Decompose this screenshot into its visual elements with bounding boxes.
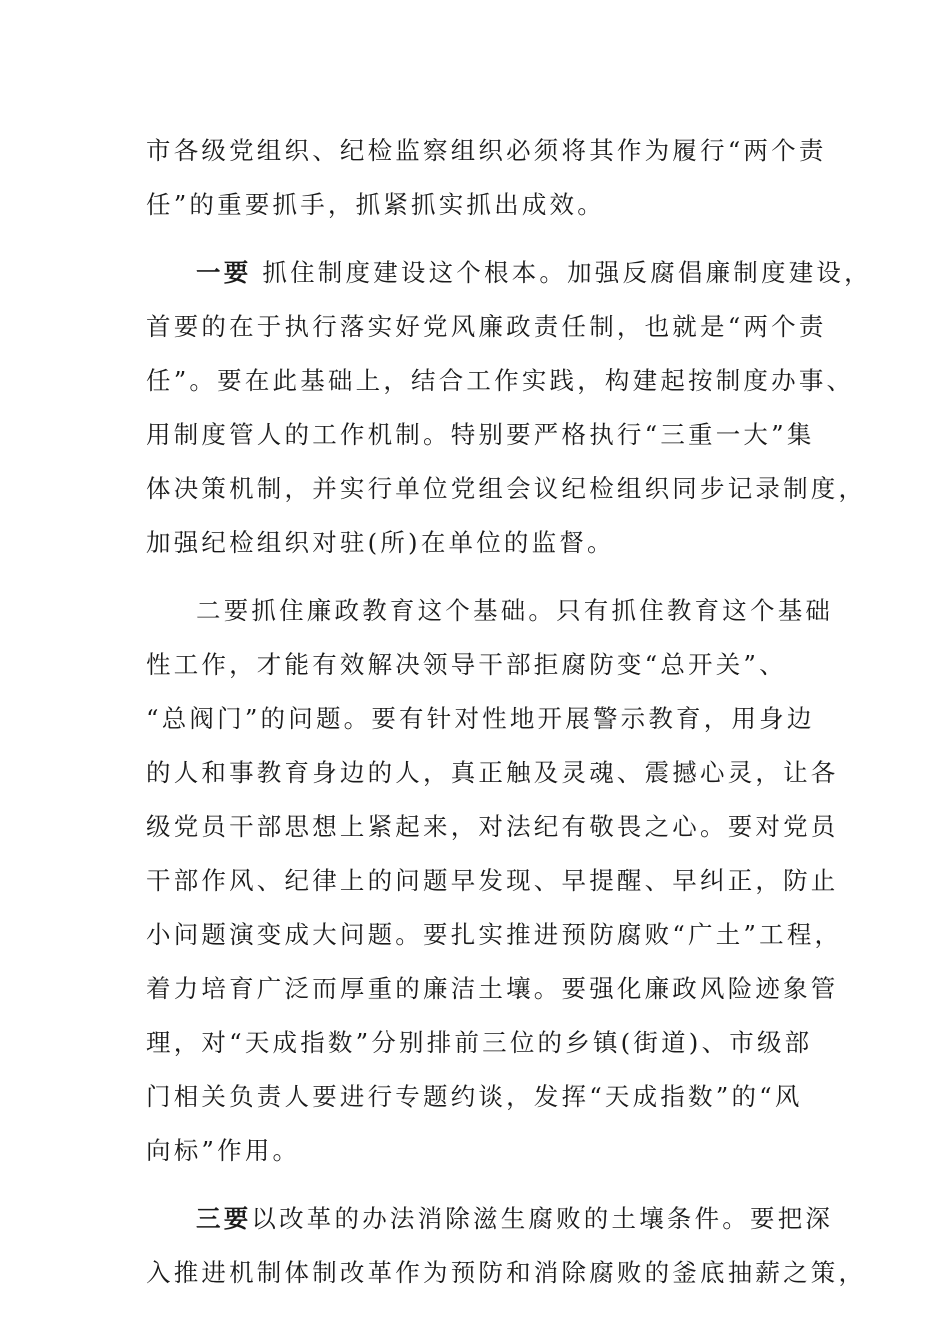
text-line: 的人和事教育身边的人，真正触及灵魂、震撼心灵，让各: [146, 758, 839, 787]
text-line: 入推进机制体制改革作为预防和消除腐败的釜底抽薪之策，: [146, 1258, 867, 1287]
text-line: 加强纪检组织对驻(所)在单位的监督。: [146, 528, 615, 557]
paragraph-3: [146, 584, 843, 1178]
text-line: [146, 246, 872, 300]
text-line: 体决策机制，并实行单位党组会议纪检组织同步记录制度，: [146, 474, 867, 503]
text-line: 用制度管人的工作机制。特别要严格执行“三重一大”集: [146, 420, 815, 449]
text-run: 以改革的办法消除滋生腐败的土壤条件。要把深: [251, 1204, 834, 1233]
text-line: “总阀门”的问题。要有针对性地开展警示教育，用身边: [146, 704, 815, 733]
paragraph-4: [146, 1192, 867, 1300]
text-line: 小问题演变成大问题。要扎实推进预防腐败“广土”工程，: [146, 920, 843, 949]
document-body: [146, 124, 872, 1300]
text-line: 任”。要在此基础上，结合工作实践，构建起按制度办事、: [146, 366, 855, 395]
text-line: 理，对“天成指数”分别排前三位的乡镇(街道)、市级部: [146, 1028, 813, 1057]
text-line: 首要的在于执行落实好党风廉政责任制，也就是“两个责: [146, 312, 827, 341]
text-line: 任”的重要抓手，抓紧抓实抓出成效。: [146, 190, 605, 219]
text-line: 干部作风、纪律上的问题早发现、早提醒、早纠正，防止: [146, 866, 839, 895]
paragraph-lead: 三要: [196, 1204, 252, 1233]
text-line: [146, 584, 834, 638]
text-line: 向标”作用。: [146, 1136, 301, 1165]
text-run: 抓住廉政教育这个基础。只有抓住教育这个基础: [251, 596, 834, 625]
text-line: 着力培育广泛而厚重的廉洁土壤。要强化廉政风险迹象管: [146, 974, 839, 1003]
paragraph-2: [146, 246, 872, 570]
paragraph-lead: 二要: [196, 596, 252, 625]
text-line: 门相关负责人要进行专题约谈，发挥“天成指数”的“风: [146, 1082, 803, 1111]
text-run: 抓住制度建设这个根本。加强反腐倡廉制度建设，: [251, 258, 872, 287]
text-line: 性工作，才能有效解决领导干部拒腐防变“总开关”、: [146, 650, 787, 679]
paragraph-lead: 一要: [196, 258, 252, 287]
text-line: [146, 1192, 834, 1246]
text-line: 市各级党组织、纪检监察组织必须将其作为履行“两个责: [146, 136, 827, 165]
paragraph-1: [146, 124, 827, 232]
text-line: 级党员干部思想上紧起来，对法纪有敬畏之心。要对党员: [146, 812, 839, 841]
